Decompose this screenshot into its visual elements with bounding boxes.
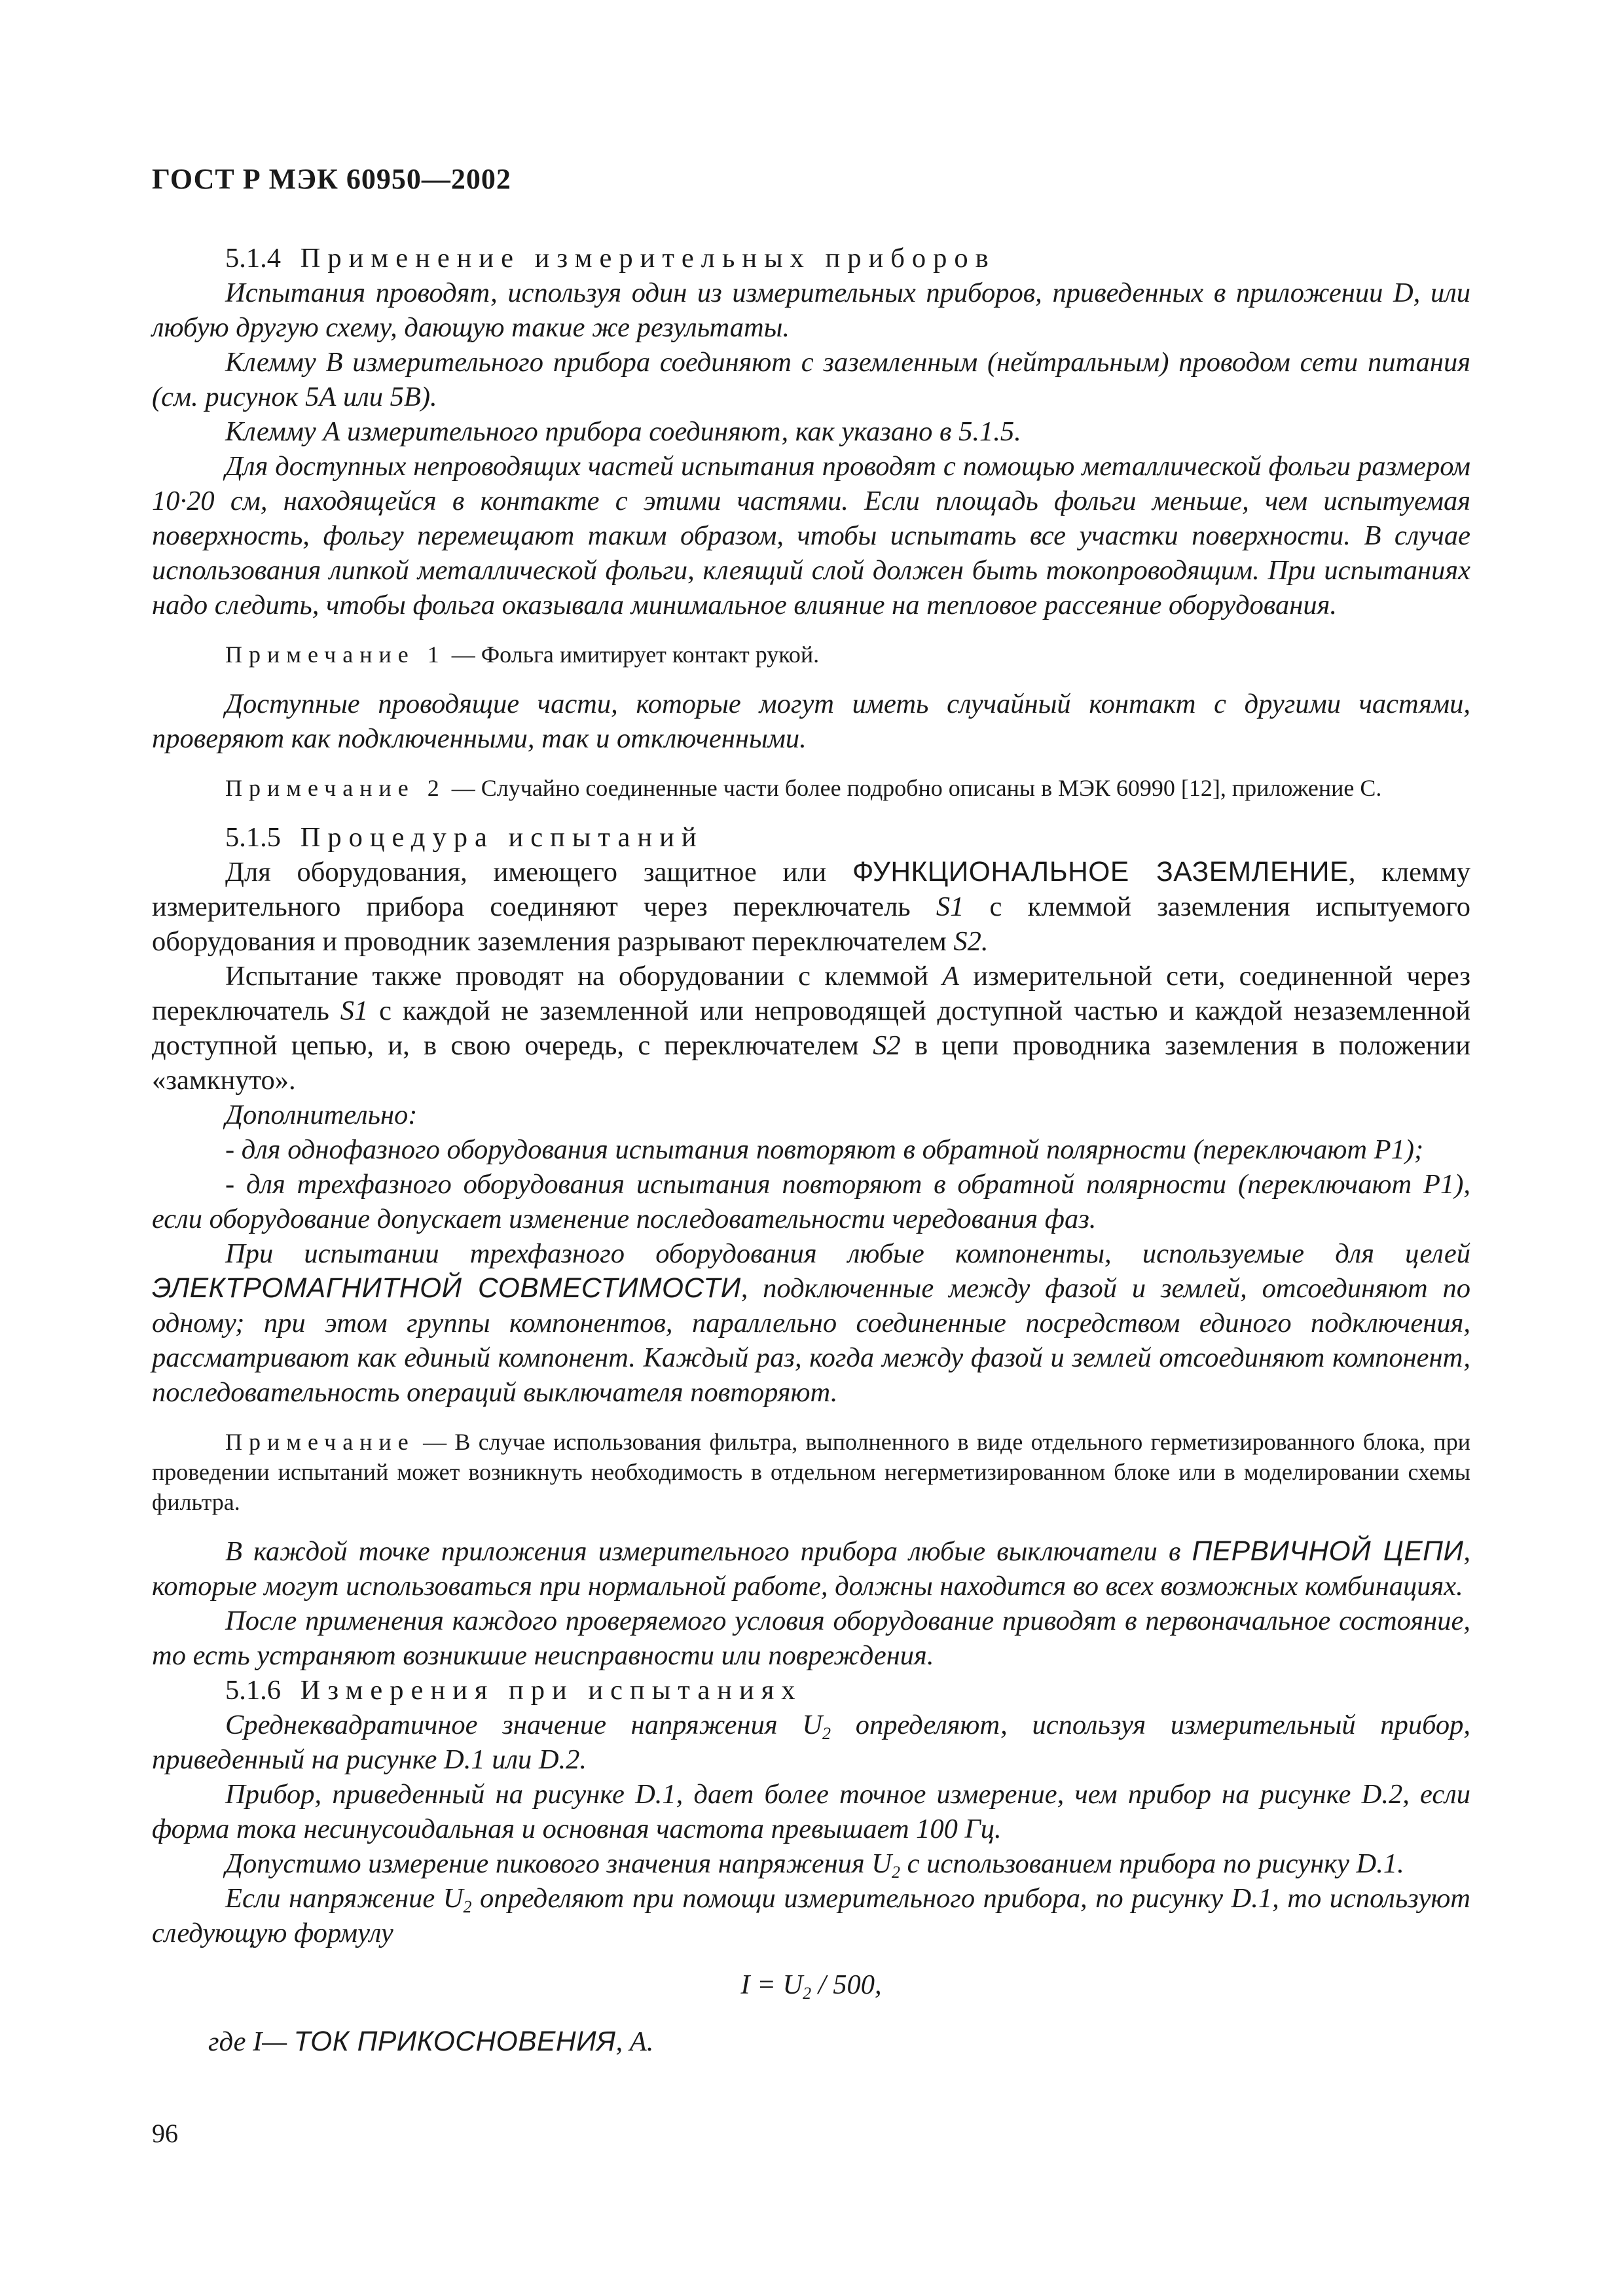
section-heading-5-1-4: 5.1.4 Применение измерительных приборов xyxy=(225,243,996,274)
note-3: Примечание — В случае использования фильтра, выполненного в виде отдельного герметизированного блока, при проведении испытаний может возникнуть необходимость в отдельном негерметизированном блоке или в моделировании схемы фильтра. xyxy=(152,1429,1470,1515)
paragraph: Для оборудования, имеющего защитное или ФУНКЦИОНАЛЬНОЕ ЗАЗЕМЛЕНИЕ, клемму измерительного прибора соединяют через переключатель S1 с клеммой заземления испытуемого оборудования и проводник заземления разрывают переключателем S2. xyxy=(152,857,1471,957)
formula-legend: где I— ТОК ПРИКОСНОВЕНИЯ, А. xyxy=(208,2026,654,2057)
section-heading-5-1-6: 5.1.6 Измерения при испытаниях xyxy=(225,1675,803,1706)
paragraph: Клемму В измерительного прибора соединяют с заземленным (нейтральным) проводом сети питания (см. рисунок 5А или 5В). xyxy=(152,347,1470,412)
paragraph: Для доступных непроводящих частей испытания проводят с помощью металлической фольги размером 10·20 см, находящейся в контакте с этими частями. Если площадь фольги меньше, чем испытуемая поверхность, фольгу перемещают таким образом, чтобы испытать все участки поверхности. В случае использования липкой металлической фольги, клеящий слой должен быть токопроводящим. При испытаниях надо следить, чтобы фольга оказывала минимальное влияние на тепловое рассеяние оборудования. xyxy=(152,451,1470,620)
note-2: Примечание 2 — Случайно соединенные части более подробно описаны в МЭК 60990 [12], приложение С. xyxy=(225,775,1382,801)
list-item: - для трехфазного оборудования испытания повторяют в обратной полярности (переключают Р1), если оборудование допускает изменение последовательности чередования фаз. xyxy=(152,1169,1470,1234)
paragraph: Если напряжение $U_2$ определяют при помощи измерительного прибора, по рисунку D.1, то используют следующую формулу xyxy=(152,1883,1470,1948)
paragraph: Среднеквадратичное значение напряжения $U_2$ определяют, используя измерительный прибор, приведенный на рисунке D.1 или D.2. xyxy=(152,1710,1471,1775)
paragraph: Испытания проводят, используя один из измерительных приборов, приведенных в приложении D, или любую другую схему, дающую такие же результаты. xyxy=(152,278,1470,343)
paragraph: Дополнительно: xyxy=(225,1100,418,1130)
page-number: 96 xyxy=(152,2119,178,2148)
paragraph: Допустимо измерение пикового значения напряжения $U_2$ с использованием прибора по рисунку D.1. xyxy=(225,1848,1404,1882)
note-1: Примечание 1 — Фольга имитирует контакт рукой. xyxy=(225,641,820,668)
paragraph: В каждой точке приложения измерительного прибора любые выключатели в ПЕРВИЧНОЙ ЦЕПИ, которые могут использоваться при нормальной работе, должны находится во всех возможных комбинациях. xyxy=(152,1536,1470,1602)
paragraph: Доступные проводящие части, которые могут иметь случайный контакт с другими частями, проверяют как подключенными, так и отключенными. xyxy=(152,689,1470,754)
list-item: - для однофазного оборудования испытания повторяют в обратной полярности (переключают Р1); xyxy=(225,1134,1424,1165)
paragraph: При испытании трехфазного оборудования любые компоненты, используемые для целей ЭЛЕКТРОМАГНИТНОЙ СОВМЕСТИМОСТИ, подключенные между фазой и землей, отсоединяют по одному; при этом группы компонентов, параллельно соединенные посредством единого подключения, рассматривают как единый компонент. Каждый раз, когда между фазой и землей отсоединяют компонент, последовательность операций выключателя повторяют. xyxy=(152,1238,1470,1408)
formula: $I = U_2 / 500$, xyxy=(740,1969,882,2003)
document-header: ГОСТ Р МЭК 60950—2002 xyxy=(152,163,511,195)
paragraph: Прибор, приведенный на рисунке D.1, дает более точное измерение, чем прибор на рисунке D.2, если форма тока несинусоидальная и основная частота превышает 100 Гц. xyxy=(152,1779,1470,1844)
paragraph: Клемму А измерительного прибора соединяют, как указано в 5.1.5. xyxy=(225,416,1021,447)
paragraph: Испытание также проводят на оборудовании с клеммой А измерительной сети, соединенной через переключатель S1 с каждой не заземленной или непроводящей доступной частью и каждой незаземленной доступной цепью, и, в свою очередь, с переключателем S2 в цепи проводника заземления в положении «замкнуто». xyxy=(152,961,1470,1096)
paragraph: После применения каждого проверяемого условия оборудование приводят в первоначальное состояние, то есть устраняют возникшие неисправности или повреждения. xyxy=(152,1605,1470,1671)
document-body xyxy=(152,241,1470,2059)
section-heading-5-1-5: 5.1.5 Процедура испытаний xyxy=(225,822,704,853)
